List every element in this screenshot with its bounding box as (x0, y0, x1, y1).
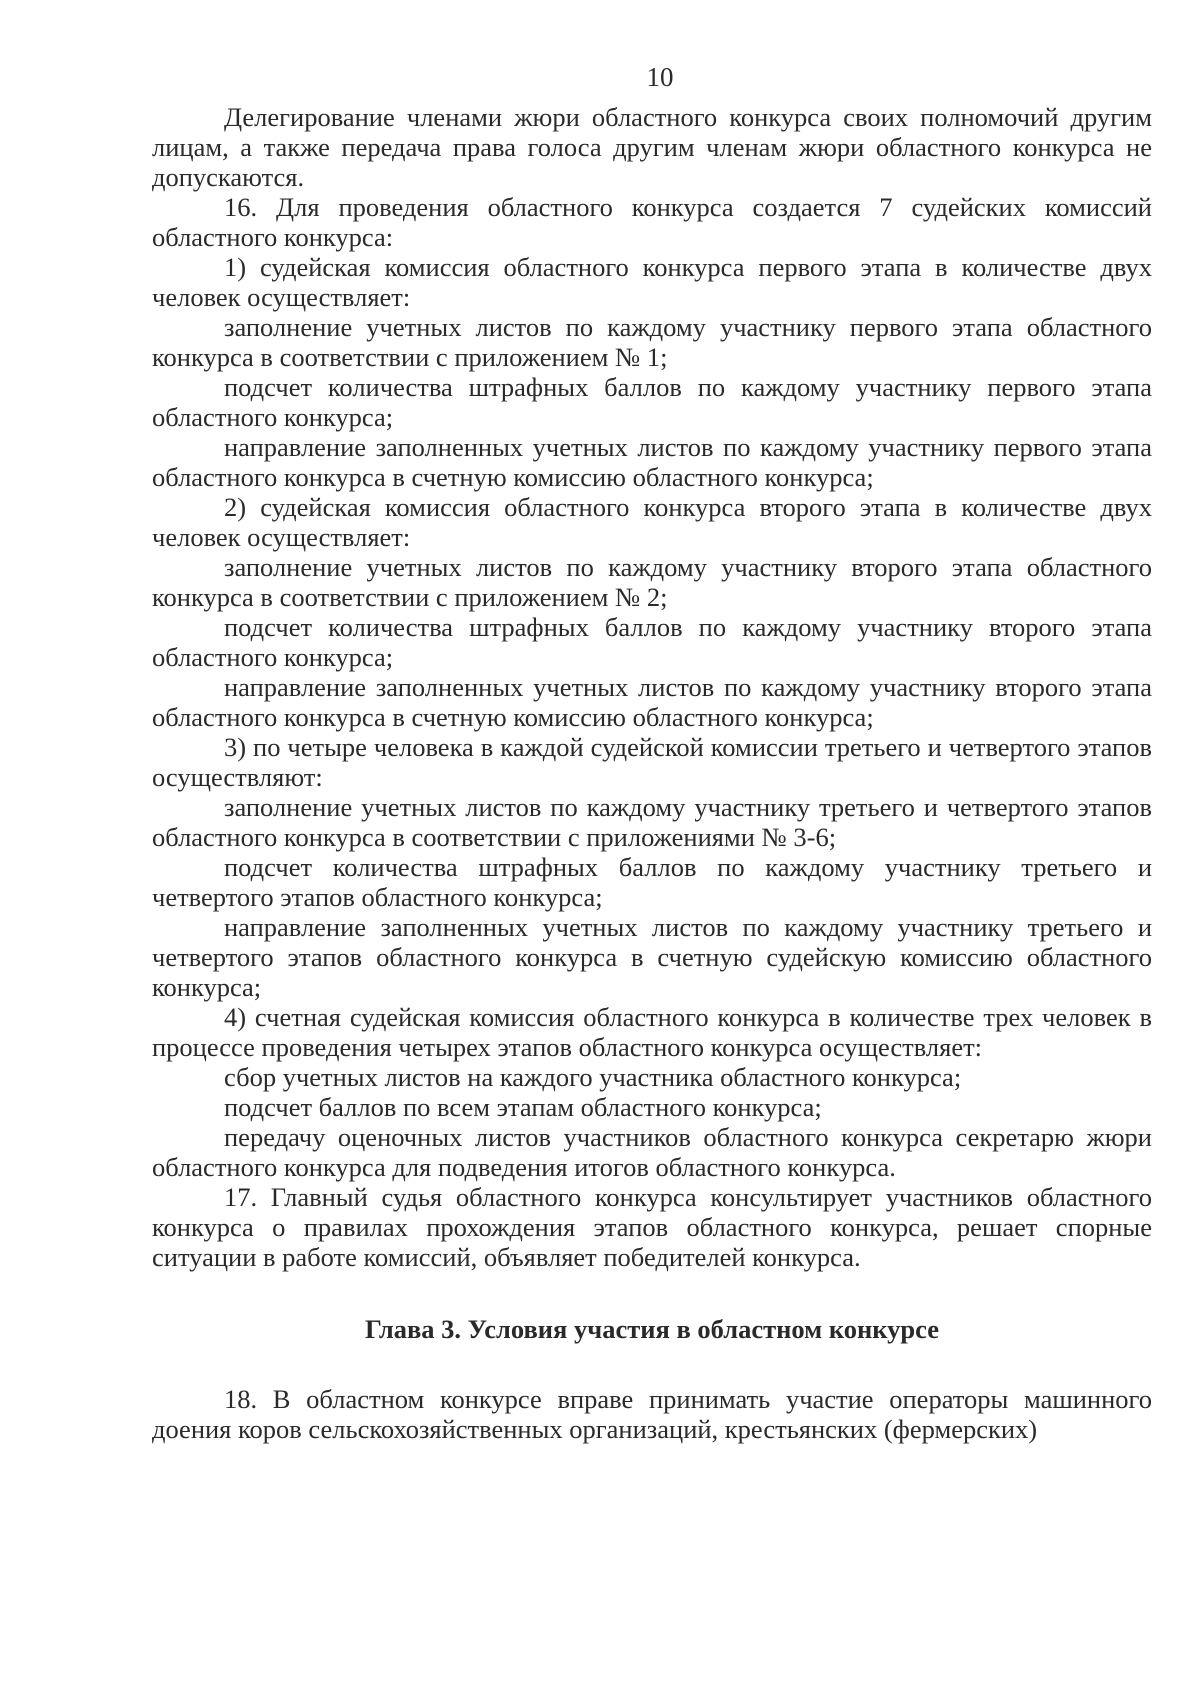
page-number: 10 (646, 62, 674, 92)
paragraph: 16. Для проведения областного конкурса создается 7 судейских комиссий областного конкурса: (152, 192, 1152, 252)
paragraph: заполнение учетных листов по каждому участнику третьего и четвертого этапов областного конкурса в соответствии с приложениями № 3-6; (152, 792, 1152, 852)
document-body (152, 102, 1152, 1444)
paragraph: сбор учетных листов на каждого участника областного конкурса; (224, 1062, 962, 1092)
paragraph: 1) судейская комиссия областного конкурса первого этапа в количестве двух человек осуществляет: (152, 252, 1152, 312)
paragraph: подсчет количества штрафных баллов по каждому участнику первого этапа областного конкурса; (152, 372, 1152, 432)
chapter-heading: Глава 3. Условия участия в областном конкурсе (364, 1314, 939, 1344)
paragraph: направление заполненных учетных листов по каждому участнику второго этапа областного конкурса в счетную комиссию областного конкурса; (152, 672, 1152, 732)
paragraph: передачу оценочных листов участников областного конкурса секретарю жюри областного конкурса для подведения итогов областного конкурса. (152, 1122, 1152, 1182)
paragraph: 18. В областном конкурсе вправе принимать участие операторы машинного доения коров сельскохозяйственных организаций, крестьянских (фермерских) (152, 1384, 1152, 1444)
paragraph: направление заполненных учетных листов по каждому участнику третьего и четвертого этапов областного конкурса в счетную судейскую комиссию областного конкурса; (152, 912, 1152, 1002)
paragraph: 3) по четыре человека в каждой судейской комиссии третьего и четвертого этапов осуществляют: (152, 732, 1152, 792)
paragraph: заполнение учетных листов по каждому участнику первого этапа областного конкурса в соответствии с приложением № 1; (152, 312, 1152, 372)
paragraph: подсчет количества штрафных баллов по каждому участнику второго этапа областного конкурса; (152, 612, 1152, 672)
paragraph: 4) счетная судейская комиссия областного конкурса в количестве трех человек в процессе проведения четырех этапов областного конкурса осуществляет: (152, 1002, 1152, 1062)
paragraph: заполнение учетных листов по каждому участнику второго этапа областного конкурса в соответствии с приложением № 2; (152, 552, 1152, 612)
paragraph: направление заполненных учетных листов по каждому участнику первого этапа областного конкурса в счетную комиссию областного конкурса; (152, 432, 1152, 492)
paragraph: Делегирование членами жюри областного конкурса своих полномочий другим лицам, а также передача права голоса другим членам жюри областного конкурса не допускаются. (152, 102, 1152, 192)
paragraph: подсчет баллов по всем этапам областного конкурса; (224, 1092, 822, 1122)
paragraph: подсчет количества штрафных баллов по каждому участнику третьего и четвертого этапов областного конкурса; (152, 852, 1152, 912)
paragraph: 2) судейская комиссия областного конкурса второго этапа в количестве двух человек осуществляет: (152, 492, 1152, 552)
paragraph: 17. Главный судья областного конкурса консультирует участников областного конкурса о правилах прохождения этапов областного конкурса, решает спорные ситуации в работе комиссий, объявляет победителей конкурса. (152, 1182, 1152, 1272)
